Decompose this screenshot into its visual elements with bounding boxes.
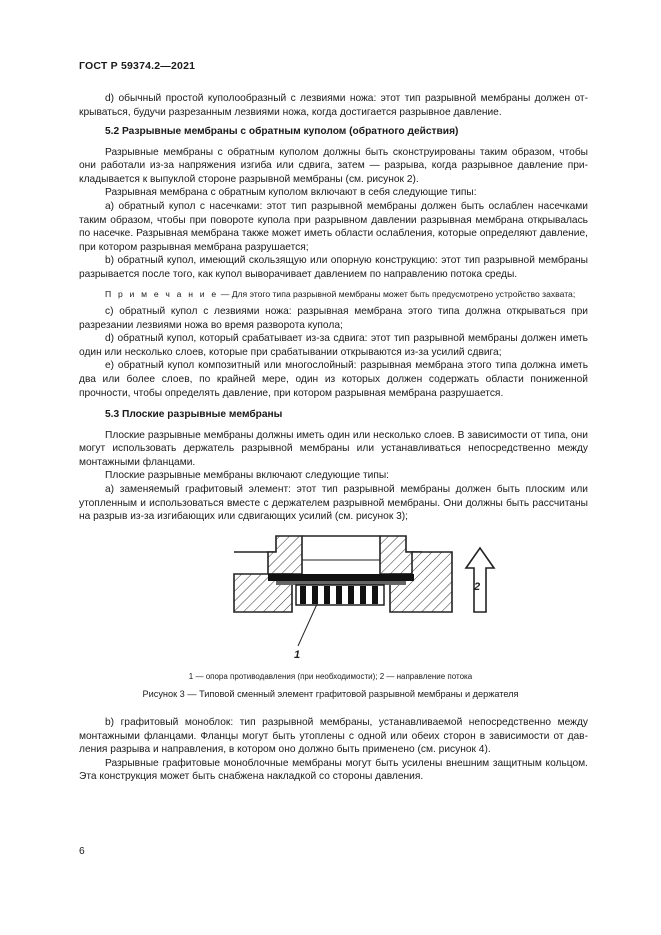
- back-pressure-support: [296, 585, 384, 605]
- figure-caption: Рисунок 3 — Типовой сменный элемент графитовой разрывной мембраны и держателя: [142, 689, 519, 699]
- paragraph-5-2-b: b) обратный купол, имеющий скользящую или опорную конструкцию: этот тип разрывной мембраны разрывается после того, как купол выворачивает давлением по направлению потока среды.: [79, 255, 588, 280]
- paragraph-5-2-e: e) обратный купол композитный или многослойный: разрывная мембрана этого типа должна иметь два или более слоев, по крайней мере, один из которых должен содержать области пониженной прочности, чтобы определять давление, при котором разрывная мембрана разрушается.: [79, 360, 588, 399]
- section-5-3-cont: [79, 716, 588, 784]
- leader-line-1: [298, 604, 317, 646]
- page-number: 6: [79, 846, 85, 857]
- note-text: — Для этого типа разрывной мембраны может быть предусмотрено устройство захвата;: [218, 289, 576, 299]
- section-5-2-cont: [79, 305, 588, 400]
- upper-holder-right: [380, 536, 414, 574]
- paragraph-5-1-d: d) обычный простой куполообразный с лезвиями ножа: этот тип разрывной мембраны должен открываться, будучи разрезанным лезвиями ножа, когда достигается разрывное давление.: [79, 93, 588, 118]
- figure-legend: 1 — опора противодавления (при необходимости); 2 — направление потока: [188, 672, 473, 681]
- paragraph-5-3-types: Плоские разрывные мембраны включают следующие типы:: [105, 470, 390, 482]
- document-header: ГОСТ Р 59374.2—2021: [79, 60, 196, 72]
- paragraph-5-2-c: c) обратный купол с лезвиями ножа: разрывная мембрана этого типа должна открываться при разрезании лезвиями ножа во время разворота купола;: [79, 306, 588, 331]
- figure-label-1: 1: [294, 649, 301, 661]
- section-5-1-tail: [79, 92, 588, 119]
- paragraph-5-2-d: d) обратный купол, который срабатывает из-за сдвига: этот тип разрывной мембраны должен иметь один или несколько слоев, которые при срабатывании открываются из-за усилий сдвига;: [79, 333, 588, 358]
- paragraph-5-3-b: b) графитовый моноблок: тип разрывной мембраны, устанавливаемой непосредственно между монтажными фланцами. Фланцы могут быть утоплены с одной или обеих сторон в зависимости от давления разрыва и направления, в котором оно должно быть применено (см. рисунок 4).: [79, 717, 588, 756]
- section-5-2: [79, 125, 588, 282]
- paragraph-5-3-a: a) заменяемый графитовый элемент: этот тип разрывной мембраны должен быть плоским или утопленным и использоваться вместе с держателем разрывной мембраны. Они должны быть рассчитаны на разрыв из-за изгибающих или сдвигающих усилий (см. рисунок 3);: [79, 483, 588, 523]
- section-5-3: [79, 408, 588, 524]
- figure-label-2: 2: [474, 581, 481, 593]
- flow-direction-arrow: [466, 548, 494, 612]
- note-label: П р и м е ч а н и е: [105, 289, 219, 299]
- paragraph-5-2-a: a) обратный купол с насечками: этот тип разрывной мембраны должен быть ослаблен насечками таким образом, чтобы при повороте купола при разрывном давлении разрывная мембрана открывалась по насечке. Разрывная мембрана также может иметь области ослабления, которые определяют давление, при котором разрывная мембрана разрушается;: [79, 200, 588, 253]
- note: [79, 288, 588, 300]
- paragraph-5-3-intro: Плоские разрывные мембраны должны иметь один или несколько слоев. В зависимости от типа, они могут использовать держатель разрывной мембраны или устанавливаться непосредственно между монтажными фланцами.: [79, 429, 588, 468]
- graphite-element: [268, 574, 414, 581]
- upper-holder-left: [268, 536, 302, 574]
- paragraph-5-2-types: Разрывная мембрана с обратным куполом включают в себя следующие типы:: [105, 187, 477, 199]
- paragraph-5-3-ring: Разрывные графитовые моноблочные мембраны могут быть усилены внешним защитным кольцом. Эта конструкция может быть снабжена накладкой со стороны давления.: [79, 757, 588, 783]
- paragraph-5-2-intro: Разрывные мембраны с обратным куполом должны быть сконструированы таким образом, чтобы они работали из-за напряжения изгиба или сдвига, затем — разрыва, когда разрывное давление прикладывается к выпуклой стороне разрывной мембраны (см. рисунок 2).: [79, 146, 588, 185]
- heading-5-3: 5.3 Плоские разрывные мембраны: [105, 409, 283, 420]
- heading-5-2: 5.2 Разрывные мембраны с обратным куполом (обратного действия): [105, 126, 459, 137]
- figure-3-drawing: [222, 534, 502, 669]
